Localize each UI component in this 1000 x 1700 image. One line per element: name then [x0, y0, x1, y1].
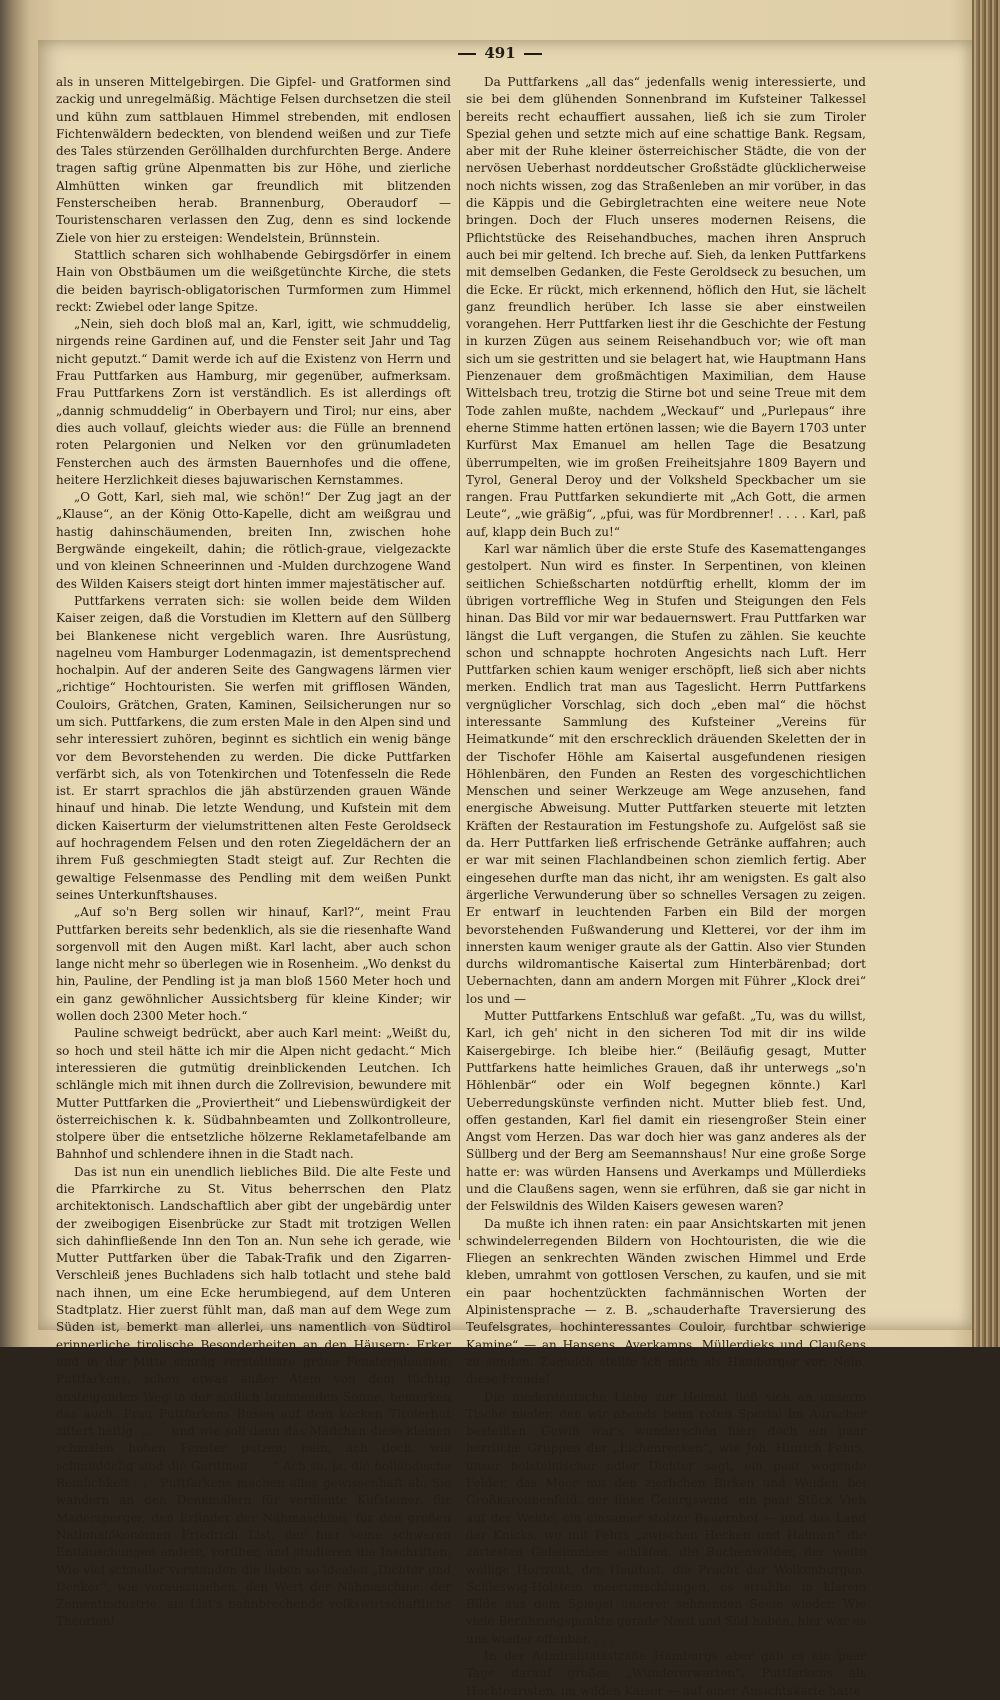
- column-divider: [459, 110, 460, 1240]
- page-number: [0, 44, 1000, 62]
- left-paragraph-3: „Nein, sieh doch bloß mal an, Karl, igitt, wie schmuddelig, nirgends reine Gardinen auf, und die Fenster seit Jahr und Tag nicht geputzt.“ Damit werde ich auf die Existenz von Herrn und Frau Puttfarken aus Hamburg, mir gegenüber, aufmerksam. Frau Puttfarkens Zorn ist verständlich. Es ist allerdings oft „dannig schmuddelig“ in Oberbayern und Tirol; nur eins, aber dies auch vollauf, gleichts wieder aus: die Fülle an brennend roten Pelargonien und Nelken vor den grünumladeten Fensterchen auch des ärmsten Bauernhofes und die offene, heitere Herzlichkeit dieses bajuwarischen Kernstammes.: [56, 317, 451, 487]
- left-paragraph-8: Das ist nun ein unendlich liebliches Bild. Die alte Feste und die Pfarrkirche zu St. Vitus beherrschen den Platz architektonisch. Landschaftlich aber gibt der ungebärdig unter der zweibogigen Eisenbrücke zur Stadt mit trotzigen Wellen sich dahinfließende Inn den Ton an. Nun sehe ich gerade, wie Mutter Puttfarken über die Tabak-Trafik und den Zigarren-Verschleiß jenes Buchladens sich halb totlacht und stehe bald nach ihnen, um eine Ecke herumbiegend, auf dem Unteren Stadtplatz. Hier zuerst fühlt man, daß man auf dem Wege zum Süden ist, bemerkt man allerlei, uns namentlich von Südtirol erinnerliche tirolische Besonderheiten an den Häusern: Erker und in der Mitte schräg verstellbare grüne Fensterjalousien. Puttfarkens, schon etwas außer Atem von dem tüchtig ansteigenden Weg in der südlich brennenden Sonne, bemerken das auch. Frau Puttfarkens Busen auf dem kecken Tirolerhut zittert heftig. „. . . und wie soll denn das Mädchen diese kleinen schmalen hohen Fenster putzen; nein, ach doch, wie schmuddelig sind die Gardinen . . .“ Ach so, ja, die holländische Reinlichkeit . . . Puttfarkens machen alles gewissenhaft ab. Sie wandern an den Denkmälern für verdiente Kufsteiner, für Madersperger, den Erfinder der Nähmaschine, für den großen Nationalökonomen Friedrich List, der hier seine schweren Enttäuschungen endete, vorüber, und studieren die Inschriften. Wie viel schneller verstanden die lieben so idealen „Dichter und Denker“, wie vorauszusehen, den Wert der Nähmaschine, der Zementindustrie, als List's bahnbrechende volkswirtschaftliche Theorien!: [56, 1164, 451, 1629]
- left-paragraph-1: als in unseren Mittelgebirgen. Die Gipfel- und Gratformen sind zackig und unregelmäßig. Mächtige Felsen durchsetzen die steil und kühn zum sattblauen Himmel strebenden, mit endlosen Fichtenwäldern bedeckten, von blendend weißen und zur Tiefe des Tales stürzenden Geröllhalden durchfurchten Berge. Andere tragen saftig grüne Alpenmatten bis zur Höhe, und zierliche Almhütten winken gar freundlich mit blitzenden Fensterscheiben herab. Brannenburg, Oberaudorf — Touristenscharen verlassen den Zug, denn es sind lockende Ziele von hier zu ersteigen: Wendelstein, Brünnstein.: [56, 75, 451, 245]
- left-paragraph-4: „O Gott, Karl, sieh mal, wie schön!“ Der Zug jagt an der „Klause“, an der König Otto-Kapelle, dicht am weißgrau und hastig dahinschäumenden, breiten Inn, zwischen hohe Bergwände eingekeilt, dahin; die rötlich-graue, vielgezackte und von kleinen Schneerinnen und -Mulden durchzogene Wand des Wilden Kaisers steigt dort hinten immer majestätischer auf.: [56, 490, 451, 591]
- right-paragraph-6: In der Admiralitätsstraße Hamburgs aber gab es ein paar Tage darauf großes „Wundererwarten“. Puttfarkens als Hochtouristen, im wilden Kaiser — auf einer Ansichtskarte hatte: [466, 1649, 866, 1698]
- left-text-column: [56, 74, 451, 1631]
- right-paragraph-1: Da Puttfarkens „all das“ jedenfalls wenig interessierte, und sie bei dem glühenden Sonnenbrand im Kufsteiner Talkessel bereits recht echauffiert aussahen, ließ ich sie zum Tiroler Spezial gehen und setzte mich auf eine schattige Bank. Regsam, aber mit der Ruhe kleiner österreichischer Städte, die von der nervösen Ueberhast norddeutscher Großstädte glücklicherweise noch nichts wissen, zog das Straßenleben an mir vorüber, in das die Käppis und die Gebirgletrachten eine weitere neue Note bringen. Doch der Fluch unseres modernen Reisens, die Pflichtstücke des Reisehandbuches, machen ihren Anspruch auch bei mir geltend. Ich breche auf. Sieh, da lenken Puttfarkens mit demselben Gedanken, die Feste Geroldseck zu besuchen, um die Ecke. Er rückt, mich erkennend, höflich den Hut, sie lächelt ganz freundlich herüber. Ich lasse sie aber einstweilen vorangehen. Herr Puttfarken liest ihr die Geschichte der Festung in kurzen Zügen aus seinem Reisehandbuch vor; wie oft man sich um sie gestritten und sie belagert hat, wie Hauptmann Hans Pienzenauer dem großmächtigen Maximilian, dem Hause Wittelsbach treu, trotzig die Stirne bot und seine Treue mit dem Tode zahlen mußte, nachdem „Weckauf“ und „Purlepaus“ ihre eherne Stimme hatten ertönen lassen; wie die Bayern 1703 unter Kurfürst Max Emanuel am hellen Tage die Besatzung überrumpelten, wie im großen Freiheitsjahre 1809 Bayern und Tyrol, General Deroy und der Volksheld Speckbacher um sie rangen. Frau Puttfarken sekundierte mit „Ach Gott, die armen Leute“, „wie gräßig“, „pfui, was für Mordbrenner! . . . . Karl, paß auf, klapp dein Buch zu!“: [466, 75, 866, 539]
- right-paragraph-3: Mutter Puttfarkens Entschluß war gefaßt. „Tu, was du willst, Karl, ich geh' nicht in den sicheren Tod mit dir ins wilde Kaisergebirge. Ich bleibe hier.“ (Beiläufig gesagt, Mutter Puttfarkens hatte heimliches Grauen, daß ihr unterwegs „so'n Höhlenbär“ oder ein Wolf begegnen könnte.) Karl Ueberredungskünste verfinden nicht. Mutter blieb fest. Und, offen gestanden, Karl fiel damit ein riesengroßer Stein einer Angst vom Herzen. Das war doch hier was ganz anderes als der Süllberg und der Berg am Seemannshaus! Nur eine große Sorge hatte er: was würden Hansens und Averkamps und Müllerdieks und die Claußens sagen, wenn sie erführen, daß sie gar nicht in der Felswildnis des Wilden Kaisers gewesen waren?: [466, 1009, 866, 1214]
- right-paragraph-4: Da mußte ich ihnen raten: ein paar Ansichtskarten mit jenen schwindelerregenden Bildern von Hochtouristen, die wie die Fliegen an senkrechten Wänden zwischen Himmel und Erde kleben, umrahmt von gottlosen Verschen, zu kaufen, und sie mit ein paar hochentzückten fachmännischen Worten der Alpinistensprache — z. B. „schauderhafte Traversierung des Teufelsgrates, hochinteressantes Couloir, furchtbar schwierige Kamine“ — an Hansens, Averkamps, Müllerdieks und Claußens zu senden. Zugleich stellte ich mich als Hamburger vor. Nein, diese Freude!: [466, 1216, 866, 1387]
- left-paragraph-5: Puttfarkens verraten sich: sie wollen beide dem Wilden Kaiser zeigen, daß die Vorstudien im Klettern auf den Süllberg bei Blankenese nicht vergeblich waren. Ihre Ausrüstung, nagelneu vom Hamburger Lodenmagazin, ist dementsprechend hochalpin. Auf der anderen Seite des Gangwagens lärmen vier „richtige“ Hochtouristen. Sie werfen mit grifflosen Wänden, Couloirs, Grätchen, Graten, Kaminen, Seilsicherungen nur so um sich. Puttfarkens, die zum ersten Male in den Alpen sind und sehr interessiert zuhören, beginnt es sichtlich ein wenig bänge vor dem Bevorstehenden zu werden. Die dicke Puttfarken verfärbt sich, als von Totenkirchen und Totenfesseln die Rede ist. Er starrt sprachlos die jäh abstürzenden grauen Wände hinauf und hinab. Die letzte Wendung, und Kufstein mit dem dicken Kaiserturm der vielumstrittenen alten Feste Geroldseck auf hochragendem Felsen und den roten Ziegeldächern der an ihrem Fuß geschmiegten Stadt steigt auf. Zur Rechten die gewaltige Felsenmasse des Pendling mit dem weißen Punkt seines Unterkunftshauses.: [56, 593, 451, 902]
- right-paragraph-2: Karl war nämlich über die erste Stufe des Kasemattenganges gestolpert. Nun wird es finster. In Serpentinen, von kleinen seitlichen Schießscharten notdürftig erhellt, klomm der im übrigen vortreffliche Weg in Stufen und Steigungen den Fels hinan. Das Bild vor mir war bedauernswert. Frau Puttfarken war längst die Luft vergangen, die Stufen zu zählen. Sie keuchte schon und schnappte hochroten Angesichts nach Luft. Herr Puttfarken schien kaum weniger erschöpft, ließ sich aber nichts merken. Endlich trat man aus Tageslicht. Herrn Puttfarkens vergnüglicher Vorschlag, sich doch „eben mal“ die höchst interessante Sammlung des Kufsteiner „Vereins für Heimatkunde“ mit den erschrecklich dräuenden Skeletten der in der Tischofer Höhle am Kaisertal ausgefundenen riesigen Höhlenbären, den Funden an Resten des vorgeschichtlichen Menschen und seiner Werkzeuge am Wege anzusehen, fand energische Abweisung. Mutter Puttfarken steuerte mit letzten Kräften der Restauration im Festungshofe zu. Aufgelöst saß sie da. Herr Puttfarken ließ erfrischende Getränke auffahren; auch er war mit seinen Flachlandbeinen schon ziemlich fertig. Aber eingesehen durfte man das nicht, ihr am wenigsten. Es galt also ärgerliche Verwunderung über so schnelles Versagen zu zeigen. Er entwarf in leuchtenden Farben ein Bild der morgen bevorstehenden Fußwanderung und Kletterei, vor der ihm im innersten kaum weniger graute als der Gattin. Also vier Stunden durchs wildromantische Kaisertal zum Hinterbärenbad; dort Uebernachten, dann am andern Morgen mit Führer „Klock drei“ los und —: [466, 542, 866, 1006]
- left-paragraph-7: Pauline schweigt bedrückt, aber auch Karl meint: „Weißt du, so hoch und steil hätte ich mir die Alpen nicht gedacht.“ Mich interessieren die gutmütig dreinblickenden Leutchen. Ich schlängle mich mit ihnen durch die Zollrevision, bewundere mit Mutter Puttfarken die „Proviertheit“ und Liebenswürdigkeit der österreichischen k. k. Südbahnbeamten und Zollkontrolleure, stolpere über die entsetzliche hölzerne Reklametafelbande am Bahnhof und schlendere ihnen in die Stadt nach.: [56, 1026, 451, 1162]
- right-text-column: [466, 74, 866, 1700]
- right-paragraph-5: Die niederdeutsche Liebe zur Heimat ließ sich an unserm Tische nieder, den wir abends beim roten Spezial im Auracher bestellten. Gewiß war's wunderschön hier; doch ein paar herrliche Gruppen der „Eichenrecken“, wie Joh. Hinrich Fehrs, unser holsteinischer edler Dichter sagt, ein paar wogende Felder, das Moor mit den zierlichen Birken und Weiden bei Großkarolinenfeld, der linke Gebirgswind, ein paar Stück Vieh auf der Weide, ein einsamer stolzer Bauernhof — und das Land der Knicks, wo mit Fehrs „zwischen Hecken und Halmen“ die zartesten Geheimnisse schlafen, die Buchenwälder, der weite wellige Horizont, der Heudust, die Pracht der Wolkenburgen, Schleswig-Holstein meerumschlungen, es strahlte in klarem Bilde aus dem Spiegel unserer sehnenden Seele wieder. Wie viele Berührungspunkte gerade Nord und Süd haben, hier war es uns wieder offenbar. . . .: [466, 1389, 866, 1646]
- page-number-dash-right: [524, 53, 542, 55]
- page-number-dash-left: [458, 53, 476, 55]
- page-number-text: 491: [484, 44, 516, 62]
- left-paragraph-6: „Auf so'n Berg sollen wir hinauf, Karl?“, meint Frau Puttfarken bereits sehr bedenklich, als sie die riesenhafte Wand sorgenvoll mit den Augen mißt. Karl lacht, aber auch schon lange nicht mehr so überlegen wie in Rosenheim. „Wo denkst du hin, Pauline, der Pendling ist ja man bloß 1560 Meter hoch und ein ganz gewöhnlicher Aussichtsberg für kleine Kinder; wir wollen doch 2300 Meter hoch.“: [56, 905, 451, 1024]
- left-paragraph-2: Stattlich scharen sich wohlhabende Gebirgsdörfer in einem Hain von Obstbäumen um die weißgetünchte Kirche, die stets die beiden bayrisch-obligatorischen Turmformen zum Himmel reckt: Zwiebel oder lange Spitze.: [56, 247, 451, 314]
- book-page-edges: [972, 0, 1000, 1347]
